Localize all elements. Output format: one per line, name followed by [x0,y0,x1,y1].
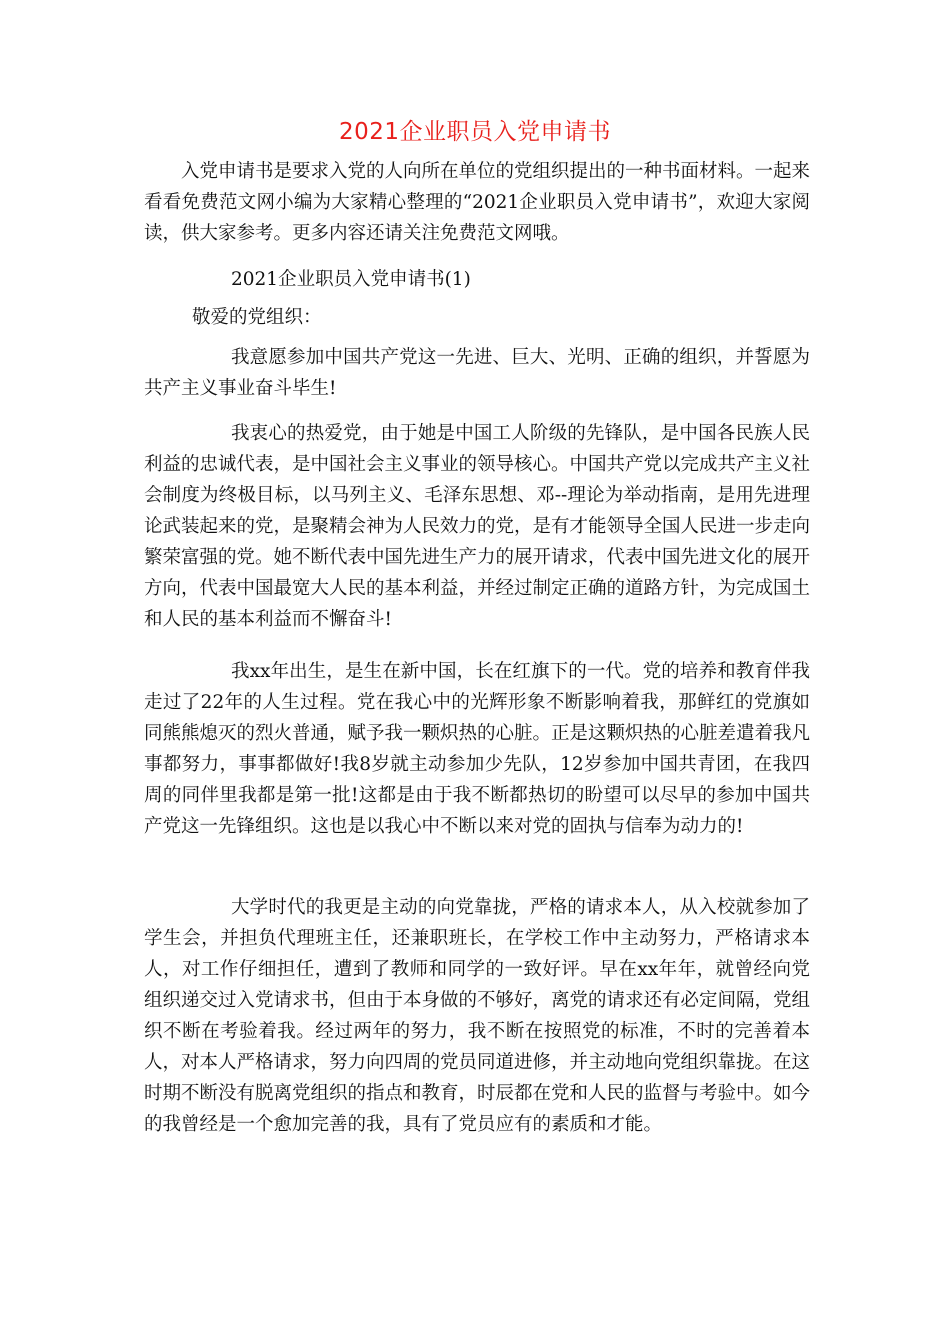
body-paragraph: 我衷心的热爱党，由于她是中国工人阶级的先锋队，是中国各民族人民利益的忠诚代表，是中国社会主义事业的领导核心。中国共产党以完成共产主义社会制度为终极目标，以马列主义、毛泽东思想、邓--理论为举动指南，是用先进理论武装起来的党，是聚精会神为人民效力的党，是有才能领导全国人民进一步走向繁荣富强的党。她不断代表中国先进生产力的展开请求，代表中国先进文化的展开方向，代表中国最宽大人民的基本利益，并经过制定正确的道路方针，为完成国土和人民的基本利益而不懈奋斗! [144,423,811,630]
body-paragraph: 我xx年出生，是生在新中国，长在红旗下的一代。党的培养和教育伴我走过了22年的人生过程。党在我心中的光辉形象不断影响着我，那鲜红的党旗如同熊熊熄灭的烈火普通，赋予我一颗炽热的心脏。正是这颗炽热的心脏差遣着我凡事都努力，事事都做好!我8岁就主动参加少先队，12岁参加中国共青团，在我四周的同伴里我都是第一批!这都是由于我不断都热切的盼望可以尽早的参加中国共产党这一先锋组织。这也是以我心中不断以来对党的固执与信奉为动力的! [144,661,811,837]
document-title: 2021企业职员入党申请书 [338,119,612,145]
body-paragraph: 大学时代的我更是主动的向党靠拢，严格的请求本人，从入校就参加了学生会，并担负代理班主任，还兼职班长，在学校工作中主动努力，严格请求本人，对工作仔细担任，遭到了教师和同学的一致好评。早在xx年年，就曾经向党组织递交过入党请求书，但由于本身做的不够好，离党的请求还有必定间隔，党组织不断在考验着我。经过两年的努力，我不断在按照党的标准，不时的完善着本人，对本人严格请求，努力向四周的党员同道进修，并主动地向党组织靠拢。在这时期不断没有脱离党组织的指点和教育，时辰都在党和人民的监督与考验中。如今的我曾经是一个愈加完善的我，具有了党员应有的素质和才能。 [144,897,811,1135]
body-paragraph: 我意愿参加中国共产党这一先进、巨大、光明、正确的组织，并誓愿为共产主义事业奋斗毕生! [144,347,810,399]
salutation: 敬爱的党组织： [192,307,322,328]
intro-paragraph: 入党申请书是要求入党的人向所在单位的党组织提出的一种书面材料。一起来看看免费范文网小编为大家精心整理的“2021企业职员入党申请书”，欢迎大家阅读，供大家参考。更多内容还请关注免费范文网哦。 [144,161,811,244]
section-subheading: 2021企业职员入党申请书(1) [231,269,471,290]
